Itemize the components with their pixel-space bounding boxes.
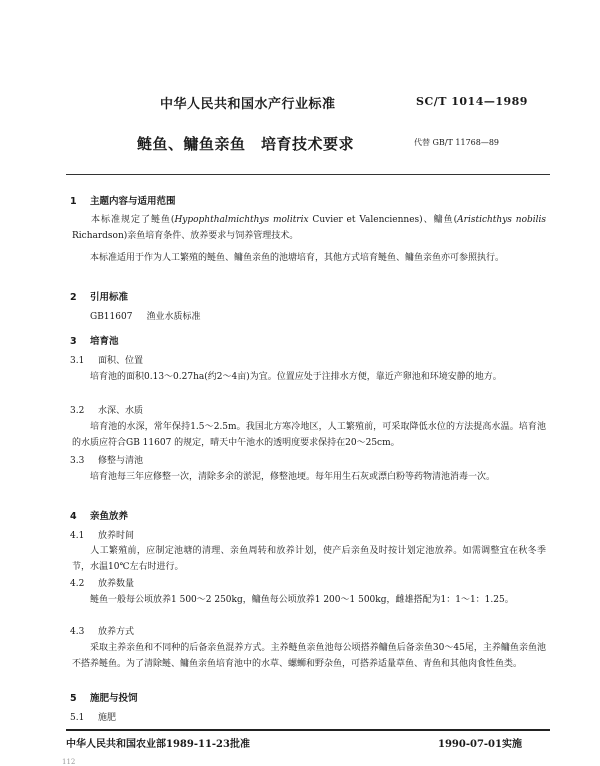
- subsection-title: 放养数量: [98, 579, 135, 589]
- document-title: 鲢鱼、鳙鱼亲鱼 培育技术要求: [137, 135, 355, 153]
- subsection-4-3-text: [72, 640, 546, 672]
- replaces-standard-note: 代替 GB/T 11768—89: [414, 138, 500, 147]
- text-run: 培育池每三年应修整一次，清除多余的淤泥，修整池埂。每年用生石灰或漂白粉等药物清池消毒一次。: [90, 472, 496, 482]
- header-divider: [66, 174, 550, 175]
- subsection-5-1-heading: [70, 710, 116, 723]
- section-4-title: 亲鱼放养: [90, 511, 129, 522]
- section-1-number: 1: [70, 196, 77, 207]
- subsection-number: 4.3: [70, 627, 85, 637]
- section-5-title: 施肥与投饲: [90, 693, 138, 704]
- section-3-title: 培育池: [90, 336, 119, 347]
- text-run: 鲢鱼一般每公顷放养1 500～2 250kg，鳙鱼每公顷放养1 200～1 500kg，雌雄搭配为1：1～1：1.25。: [90, 595, 514, 605]
- subsection-number: 3.3: [70, 456, 85, 466]
- subsection-number: 5.1: [70, 713, 85, 723]
- bighead-carp-latin-name: Aristichthys nobilis: [457, 215, 547, 225]
- subsection-3-3-text: [72, 469, 546, 485]
- subsection-title: 水深、水质: [98, 406, 144, 416]
- subsection-number: 4.2: [70, 579, 85, 589]
- subsection-3-1-heading: [70, 353, 143, 366]
- subsection-3-3-heading: [70, 453, 143, 466]
- subsection-number: 4.1: [70, 531, 85, 541]
- section-1-paragraph-1: [72, 212, 546, 244]
- subsection-title: 放养时间: [98, 531, 135, 541]
- subsection-4-1-text: [72, 543, 546, 575]
- approval-line: 中华人民共和国农业部1989-11-23批准: [66, 739, 250, 750]
- section-1-title: 主题内容与适用范围: [90, 196, 176, 207]
- silver-carp-latin-name: Hypophthalmichthys molitrix: [174, 215, 309, 225]
- effective-date: 1990-07-01实施: [438, 739, 522, 750]
- section-5-number: 5: [70, 693, 77, 704]
- section-2-number: 2: [70, 292, 77, 303]
- section-4-number: 4: [70, 511, 77, 522]
- reference-name: 渔业水质标准: [146, 312, 201, 322]
- subsection-4-2-heading: [70, 576, 134, 589]
- subsection-title: 放养方式: [98, 627, 135, 637]
- subsection-title: 施肥: [98, 713, 117, 723]
- subsection-3-2-text: [72, 419, 546, 451]
- subsection-title: 修整与清池: [98, 456, 144, 466]
- subsection-title: 面积、位置: [98, 356, 144, 366]
- section-3-heading: [70, 333, 119, 347]
- section-2-heading: [70, 289, 128, 303]
- page-number: 112: [62, 758, 76, 766]
- text-run: 培育池的面积0.13～0.27ha(约2～4亩)为宜。位置应处于注排水方便，靠近产卵池和环境安静的地方。: [90, 372, 502, 382]
- text-run: Richardson)亲鱼培育条件、放养要求与饲养管理技术。: [72, 231, 299, 241]
- reference-entry: [90, 309, 214, 322]
- standard-number: SC/T 1014—1989: [416, 95, 528, 108]
- section-1-heading: [70, 193, 176, 207]
- text-run: 培育池的水深，常年保持1.5～2.5m。我国北方寒冷地区，人工繁殖前，可采取降低水位的方法提高水温。培育池的水质应符合GB 11607 的规定，晴天中午池水的透明度要求保持在20～25cm。: [72, 422, 546, 448]
- subsection-3-1-text: [72, 369, 546, 385]
- subsection-number: 3.2: [70, 406, 85, 416]
- subsection-3-2-heading: [70, 403, 143, 416]
- text-run: 采取主养亲鱼和不同种的后备亲鱼混养方式。主养鲢鱼亲鱼池每公顷搭养鳙鱼后备亲鱼30～45尾，主养鳙鱼亲鱼池不搭养鲢鱼。为了清除鲢、鳙鱼亲鱼培育池中的水草、螺蛳和野杂鱼，可搭养适量草鱼、青鱼和其他肉食性鱼类。: [72, 643, 546, 669]
- subsection-4-1-heading: [70, 528, 134, 541]
- subsection-4-2-text: [72, 592, 546, 608]
- subsection-number: 3.1: [70, 356, 85, 366]
- text-run: Cuvier et Valenciennes)、鳙鱼(: [308, 215, 458, 225]
- subsection-4-3-heading: [70, 624, 134, 637]
- reference-code: GB11607: [90, 312, 133, 322]
- section-3-number: 3: [70, 336, 77, 347]
- section-1-paragraph-2: [72, 250, 546, 266]
- text-run: 人工繁殖前，应制定池塘的清理、亲鱼周转和放养计划，使产后亲鱼及时按计划定池放养。如需调整宜在秋冬季节，水温10℃左右时进行。: [72, 546, 546, 572]
- text-run: 本标准适用于作为人工繁殖的鲢鱼、鳙鱼亲鱼的池塘培育，其他方式培育鲢鱼、鳙鱼亲鱼亦可参照执行。: [90, 253, 505, 263]
- standard-category-title: 中华人民共和国水产行业标准: [160, 97, 336, 112]
- section-2-title: 引用标准: [90, 292, 129, 303]
- footer-divider: [66, 729, 550, 731]
- section-4-heading: [70, 508, 128, 522]
- section-5-heading: [70, 690, 138, 704]
- text-run: 本标准规定了鲢鱼(: [90, 215, 175, 225]
